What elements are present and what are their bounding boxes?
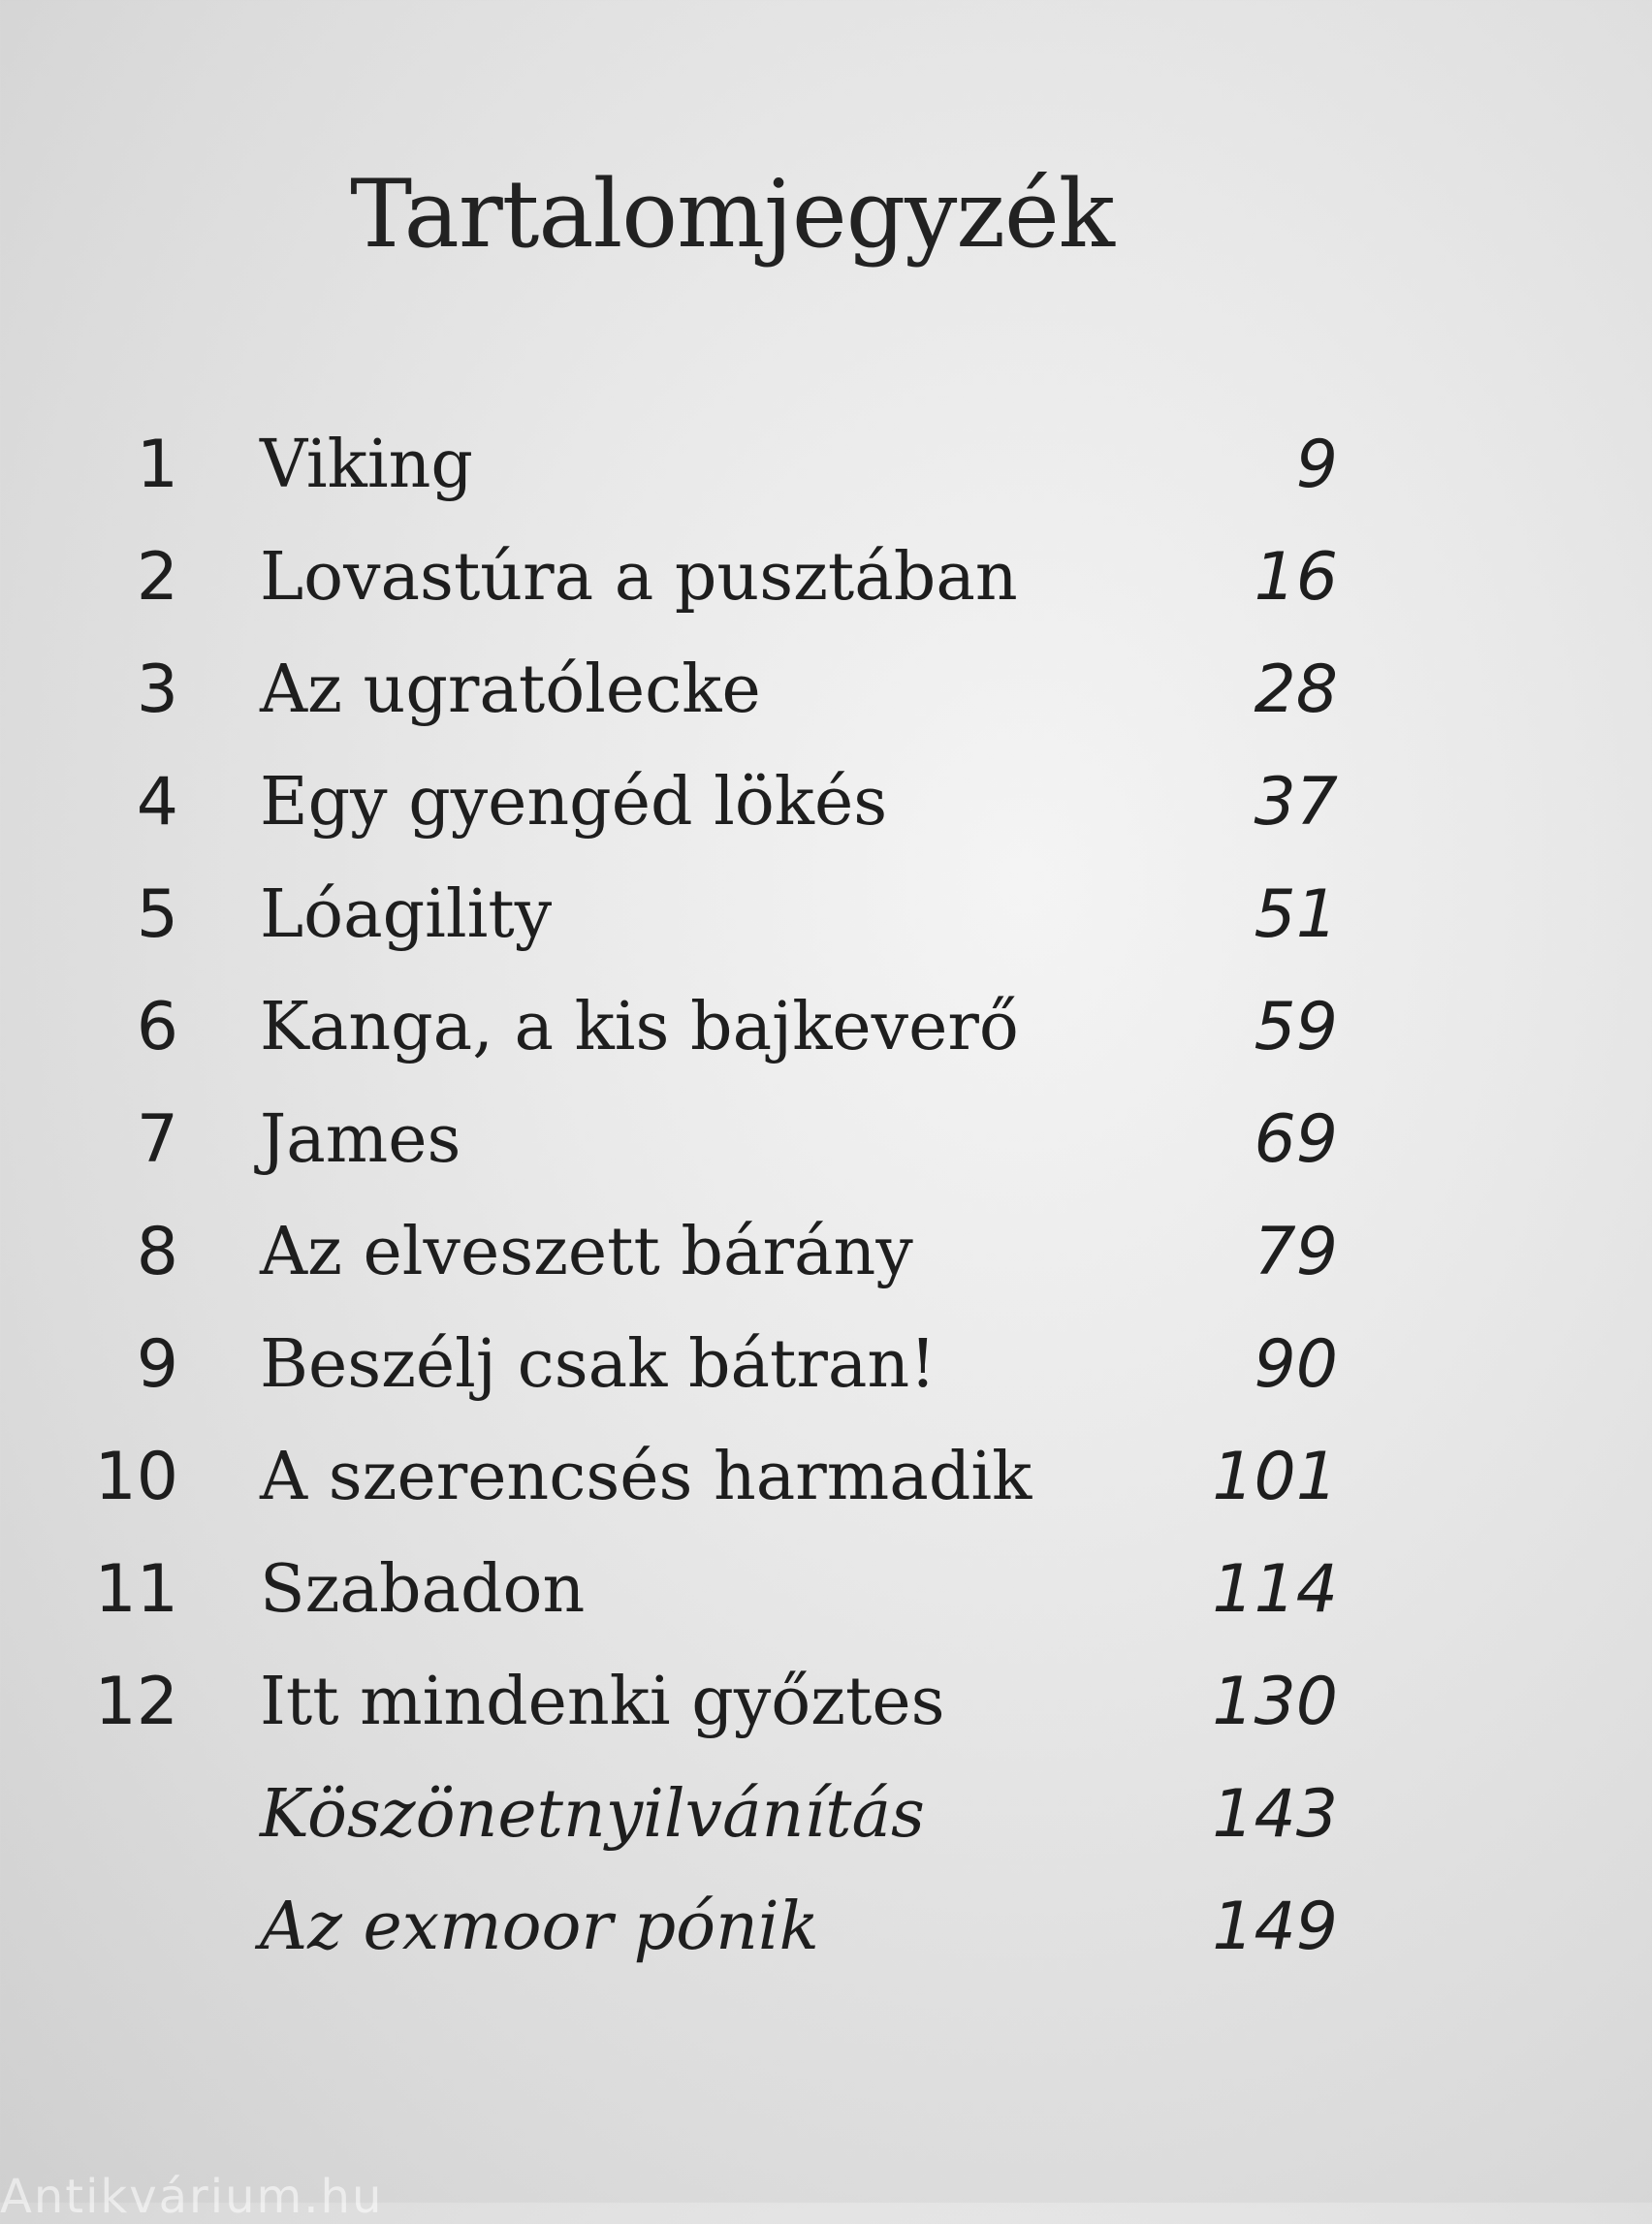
chapter-number: 3 [136,651,178,728]
chapter-number: 10 [94,1439,178,1515]
toc-entry [0,754,1652,867]
chapter-title: Az elveszett bárány [260,1214,913,1290]
chapter-title: Lóagility [260,876,553,953]
toc-entry [0,1541,1652,1654]
toc-entry [0,1879,1652,1991]
chapter-title: Itt mindenki győztes [260,1664,945,1740]
chapter-number: 7 [136,1101,178,1178]
page-number: 16 [1254,539,1338,616]
page-number: 149 [1212,1889,1338,1965]
page-number: 143 [1212,1776,1338,1853]
page-number: 51 [1254,876,1338,953]
toc-entry [0,1092,1652,1204]
watermark: Antikvárium.hu [0,2170,384,2224]
toc-entry [0,1654,1652,1766]
chapter-title: Köszönetnyilvánítás [260,1776,925,1853]
toc-entry [0,1204,1652,1317]
chapter-number: 1 [136,427,178,503]
page-number: 28 [1254,651,1338,728]
page-number: 69 [1254,1101,1338,1178]
chapter-number: 2 [136,539,178,616]
chapter-title: Lovastúra a pusztában [260,539,1018,616]
chapter-number: 6 [136,989,178,1065]
toc-entry [0,529,1652,642]
chapter-title: A szerencsés harmadik [260,1439,1032,1515]
chapter-title: Egy gyengéd lökés [260,764,888,841]
toc-entry [0,1317,1652,1429]
toc-entry [0,642,1652,754]
chapter-number: 4 [136,764,178,841]
page-title: Tartalomjegyzék [350,160,1114,269]
page-number: 130 [1212,1664,1338,1740]
toc-entry [0,1766,1652,1879]
toc-entry [0,1429,1652,1541]
page-number: 90 [1254,1326,1338,1403]
chapter-title: Az exmoor pónik [260,1889,819,1965]
toc-entry [0,417,1652,529]
toc-entry [0,867,1652,979]
toc-entry [0,979,1652,1092]
page-number: 37 [1254,764,1338,841]
table-of-contents [0,417,1652,1991]
chapter-number: 12 [94,1664,178,1740]
chapter-title: Szabadon [260,1551,586,1628]
page-number: 101 [1212,1439,1338,1515]
chapter-title: Az ugratólecke [260,651,761,728]
chapter-number: 9 [136,1326,178,1403]
chapter-number: 11 [94,1551,178,1628]
chapter-number: 8 [136,1214,178,1290]
page-number: 59 [1254,989,1338,1065]
chapter-title: James [260,1101,461,1178]
page-number: 114 [1212,1551,1338,1628]
chapter-title: Viking [260,427,473,503]
chapter-title: Beszélj csak bátran! [260,1326,937,1403]
page-number: 79 [1254,1214,1338,1290]
chapter-title: Kanga, a kis bajkeverő [260,989,1019,1065]
page-number: 9 [1295,427,1338,503]
chapter-number: 5 [136,876,178,953]
